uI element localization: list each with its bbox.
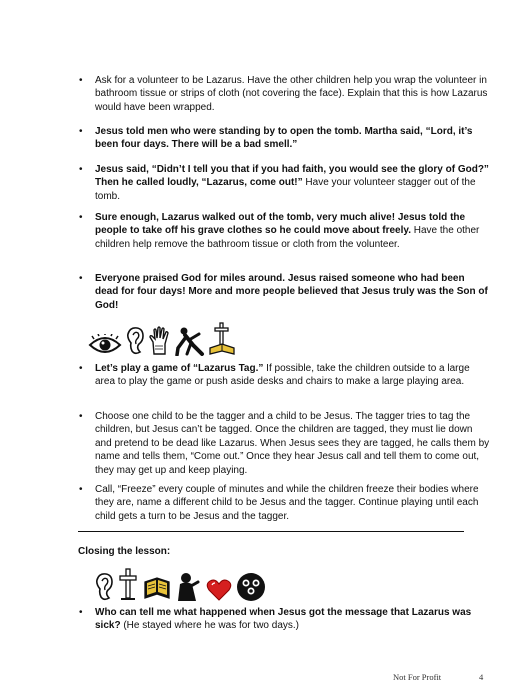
- bullet-tagger-rules: • Choose one child to be the tagger and a child to be Jesus. The tagger tries to tag the children, but Jesus can’t be tagged. Once the children are tagged, they must lie down and pretend to be dead like Lazarus. When Jesus sees they are tagged, he calls them by name and tells them, “Come out.” Once they hear Jesus call and tell them to come out, they may get up and keep playing.: [95, 410, 490, 477]
- group-icon: [236, 572, 266, 602]
- praying-figure-icon: [176, 572, 202, 602]
- activity-icons-row: [88, 322, 236, 356]
- ear-icon: [125, 326, 145, 356]
- bullet-volunteer-lazarus: • Ask for a volunteer to be Lazarus. Have the other children help you wrap the volunteer in bathroom tissue or strips of cloth (not covering the face). Explain that this is how Lazarus would have been wrapped.: [95, 74, 490, 114]
- page-number: 4: [479, 672, 484, 682]
- hand-icon: [148, 326, 172, 356]
- bullet-closing-question: • Who can tell me what happened when Jesus got the message that Lazarus was sick? (He stayed where he was for two days.): [95, 606, 490, 633]
- bullet-open-tomb: • Jesus told men who were standing by to open the tomb. Martha said, “Lord, it’s been four days. There will be a bad smell.”: [95, 125, 490, 152]
- bullet-lazarus-tag: • Let’s play a game of “Lazarus Tag.” If possible, take the children outside to a large area to play the game or push aside desks and chairs to make a large playing area.: [95, 362, 490, 389]
- bible-icon: [142, 572, 172, 602]
- bullet-come-out: • Jesus said, “Didn’t I tell you that if you had faith, you would see the glory of God?” Then he called loudly, “Lazarus, come out!” Have your volunteer stagger out of the tomb.: [95, 163, 490, 203]
- bullet-praised-god: • Everyone praised God for miles around. Jesus raised someone who had been dead for four days! More and more people believed that Jesus truly was the Son of God!: [95, 272, 490, 312]
- closing-icons-row: [94, 568, 266, 602]
- exercise-figure-icon: [175, 326, 205, 356]
- horizontal-divider: [78, 531, 464, 532]
- cross-icon: [118, 568, 138, 602]
- heart-icon: [206, 578, 232, 602]
- cross-bible-icon: [208, 322, 236, 356]
- bullet-freeze: • Call, “Freeze” every couple of minutes and while the children freeze their bodies where they are, name a different child to be Jesus and the tagger. Continue playing until each child gets a turn to be Jesus and the tagger.: [95, 483, 490, 523]
- ear-icon: [94, 572, 114, 602]
- footer-not-for-profit: Not For Profit: [393, 672, 442, 682]
- eye-icon: [88, 334, 122, 356]
- closing-heading: Closing the lesson:: [78, 546, 171, 557]
- bullet-lazarus-alive: • Sure enough, Lazarus walked out of the tomb, very much alive! Jesus told the people to take off his grave clothes so he could move about freely. Have the other children help remove the bathroom tissue or cloth from the volunteer.: [95, 211, 490, 251]
